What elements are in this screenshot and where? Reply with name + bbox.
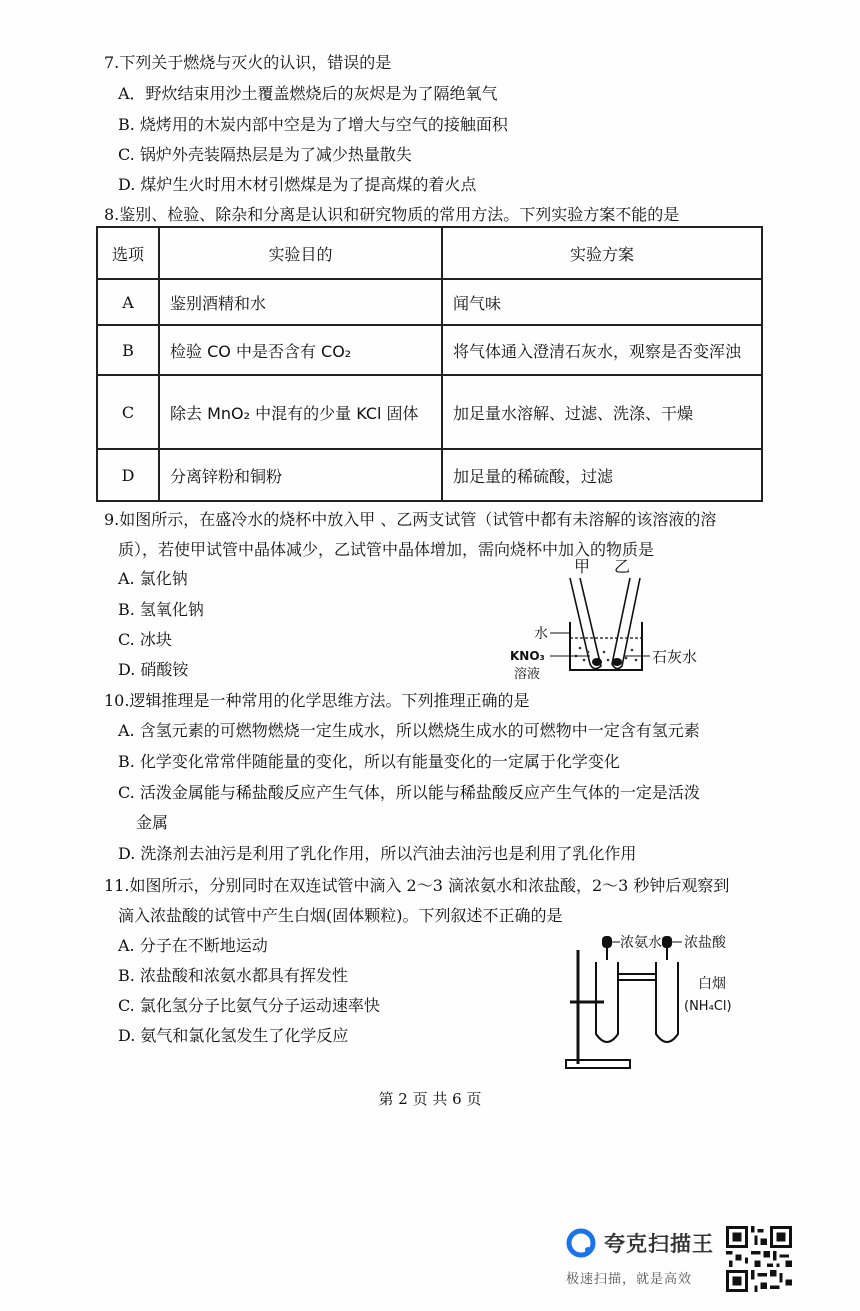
q7-option-c: C. 锅炉外壳装隔热层是为了减少热量散失 [118, 145, 412, 164]
row-c-purpose: 除去 MnO₂ 中混有的少量 KCl 固体 [159, 375, 442, 449]
q11-option-a: A. 分子在不断地运动 [118, 936, 268, 955]
label-hcl: 浓盐酸 [684, 935, 726, 951]
beaker-shape [570, 622, 642, 670]
q11-option-b: B. 浓盐酸和浓氨水都具有挥发性 [118, 966, 348, 985]
table-row [97, 449, 762, 501]
row-a-purpose: 鉴别酒精和水 [159, 279, 442, 325]
table-row [97, 375, 762, 449]
question-8-stem: 8.鉴别、检验、除杂和分离是认识和研究物质的常用方法。下列实验方案不能的是 [104, 205, 680, 224]
dropper-hcl [662, 936, 672, 948]
table-row [97, 279, 762, 325]
table-row [97, 325, 762, 375]
label-ammonia: 浓氨水 [620, 935, 662, 951]
q10-option-b: B. 化学变化常常伴随能量的变化，所以有能量变化的一定属于化学变化 [118, 752, 620, 771]
header-option: 选项 [97, 227, 159, 279]
label-kno3: KNO₃ [510, 649, 545, 663]
tube-hcl [656, 962, 678, 1042]
double-test-tube-figure [560, 924, 770, 1076]
q10-option-c-continued: 金属 [136, 813, 169, 832]
q10-option-a: A. 含氢元素的可燃物燃烧一定生成水，所以燃烧生成水的可燃物中一定含有氢元素 [118, 721, 700, 740]
q9-option-a: A. 氯化钠 [118, 569, 188, 588]
q11-option-d: D. 氨气和氯化氢发生了化学反应 [118, 1026, 349, 1045]
row-d-purpose: 分离锌粉和铜粉 [159, 449, 442, 501]
label-tube-yi: 乙 [614, 557, 631, 576]
table-header-row [97, 227, 762, 279]
row-b-option: B [97, 325, 159, 375]
label-solution: 溶液 [514, 667, 541, 682]
test-tube-yi [612, 578, 640, 669]
question-11-stem-line1: 11.如图所示，分别同时在双连试管中滴入 2～3 滴浓氨水和浓盐酸，2～3 秒钟后观察到 [104, 876, 730, 895]
question-9-stem-line2: 质），若使甲试管中晶体减少，乙试管中晶体增加，需向烧杯中加入的物质是 [118, 540, 655, 559]
question-10-stem: 10.逻辑推理是一种常用的化学思维方法。下列推理正确的是 [104, 691, 530, 710]
label-white-smoke: 白烟 [698, 976, 726, 992]
q9-option-d: D. 硝酸铵 [118, 660, 189, 679]
question-9-stem-line1: 9.如图所示，在盛冷水的烧杯中放入甲 、乙两支试管（试管中都有未溶解的该溶液的溶 [104, 510, 717, 529]
crystals-jia [592, 658, 602, 666]
scanner-watermark [566, 1224, 726, 1287]
question-7-stem: 7.下列关于燃烧与灭火的认识，错误的是 [104, 53, 392, 72]
row-a-option: A [97, 279, 159, 325]
dropper-ammonia [602, 936, 612, 948]
test-tube-jia [570, 578, 601, 669]
q11-option-c: C. 氯化氢分子比氨气分子运动速率快 [118, 996, 380, 1015]
row-d-plan: 加足量的稀硫酸，过滤 [442, 449, 762, 501]
row-a-plan: 闻气味 [442, 279, 762, 325]
row-c-plan: 加足量水溶解、过滤、洗涤、干燥 [442, 375, 762, 449]
experiment-table [96, 226, 763, 502]
row-d-option: D [97, 449, 159, 501]
question-11-stem-line2: 滴入浓盐酸的试管中产生白烟(固体颗粒)。下列叙述不正确的是 [118, 906, 563, 925]
brand-slogan: 极速扫描，就是高效 [566, 1272, 693, 1287]
dots [575, 647, 638, 662]
header-purpose: 实验目的 [159, 227, 442, 279]
label-limewater: 石灰水 [652, 648, 698, 666]
stand-base [566, 1060, 630, 1068]
q7-option-b: B. 烧烤用的木炭内部中空是为了增大与空气的接触面积 [118, 115, 508, 134]
q9-option-c: C. 冰块 [118, 630, 172, 649]
brand-name: 夸克扫描王 [604, 1232, 714, 1256]
crystals-yi [612, 658, 622, 666]
label-tube-jia: 甲 [574, 557, 591, 576]
q10-option-c: C. 活泼金属能与稀盐酸反应产生气体，所以能与稀盐酸反应产生气体的一定是活泼 [118, 783, 700, 802]
page-number: 第 2 页 共 6 页 [378, 1090, 482, 1108]
row-c-option: C [97, 375, 159, 449]
row-b-plan: 将气体通入澄清石灰水，观察是否变浑浊 [442, 325, 762, 375]
beaker-test-tubes-figure [500, 556, 700, 684]
header-plan: 实验方案 [442, 227, 762, 279]
q9-option-b: B. 氢氧化钠 [118, 600, 204, 619]
label-nh4cl: (NH₄Cl) [684, 999, 732, 1014]
quark-logo-icon [566, 1228, 596, 1258]
q7-option-a: A．野炊结束用沙土覆盖燃烧后的灰烬是为了隔绝氧气 [118, 84, 498, 103]
q10-option-d: D. 洗涤剂去油污是利用了乳化作用，所以汽油去油污也是利用了乳化作用 [118, 844, 637, 863]
qr-code-icon [726, 1226, 792, 1292]
row-b-purpose: 检验 CO 中是否含有 CO₂ [159, 325, 442, 375]
label-water: 水 [534, 626, 548, 642]
q7-option-d: D. 煤炉生火时用木材引燃煤是为了提高煤的着火点 [118, 175, 477, 194]
